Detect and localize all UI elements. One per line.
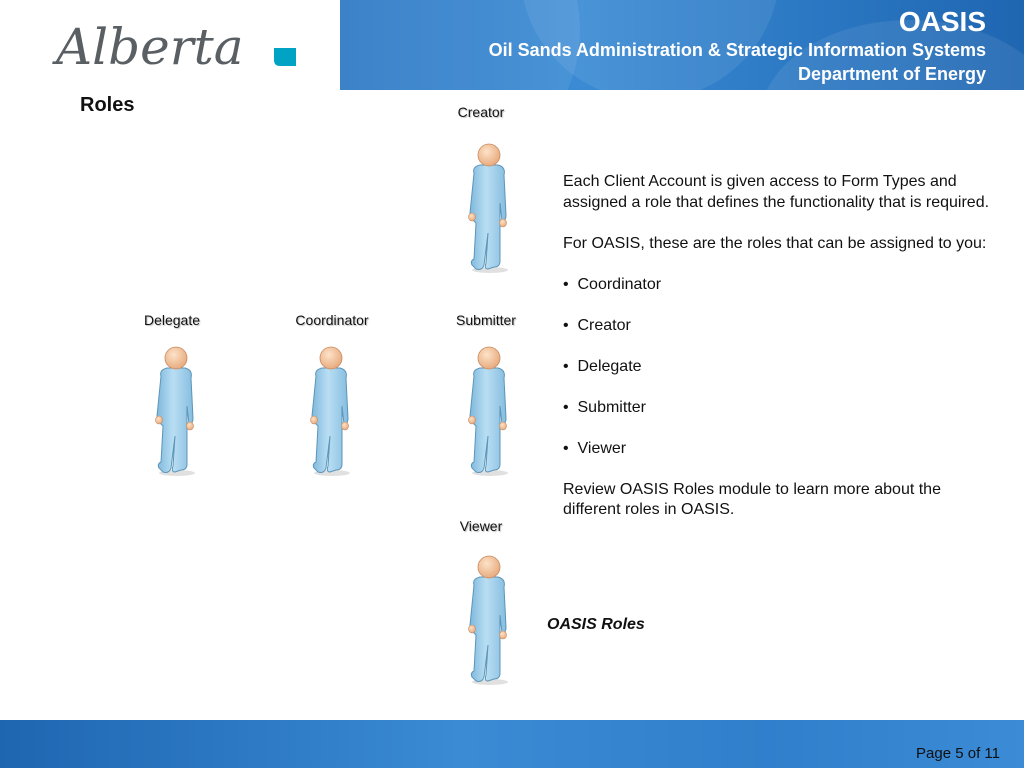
page-number: Page 5 of 11 (916, 745, 1000, 762)
role-label-submitter: Submitter (456, 312, 516, 328)
oasis-roles-link[interactable]: OASIS Roles (547, 616, 645, 633)
header-banner (0, 0, 1024, 90)
roles-description (563, 172, 993, 521)
bullet-item: • Delegate (563, 357, 642, 375)
coordinator-person-icon (300, 346, 360, 476)
delegate-person-icon (145, 346, 205, 476)
app-title: OASIS (898, 6, 986, 37)
app-subtitle: Oil Sands Administration & Strategic Information Systems (488, 40, 986, 60)
footer-bar (0, 720, 1024, 768)
bullet-item: • Submitter (563, 398, 646, 416)
review-paragraph: Review OASIS Roles module to learn more about the different roles in OASIS. (563, 480, 941, 518)
page-title: Roles (80, 94, 135, 116)
bullet-item: • Viewer (563, 439, 627, 457)
submitter-person-icon (458, 346, 518, 476)
role-label-coordinator: Coordinator (295, 312, 369, 328)
bullet-item: • Coordinator (563, 275, 662, 293)
role-label-delegate: Delegate (143, 312, 201, 328)
creator-person-icon (458, 143, 518, 273)
viewer-person-icon (458, 555, 518, 685)
role-label-viewer: Viewer (459, 518, 503, 534)
department-name: Department of Energy (797, 64, 986, 84)
alberta-logo (52, 12, 300, 76)
header-blue-panel (340, 0, 1024, 90)
bullet-item: • Creator (563, 316, 631, 334)
intro-paragraph: Each Client Account is given access to Form Types and assigned a role that defines the functionality that is required. (563, 173, 990, 211)
role-label-creator: Creator (457, 104, 505, 120)
roles-paragraph: For OASIS, these are the roles that can be assigned to you: (563, 234, 987, 252)
svg-text:Alberta: Alberta (56, 18, 244, 76)
